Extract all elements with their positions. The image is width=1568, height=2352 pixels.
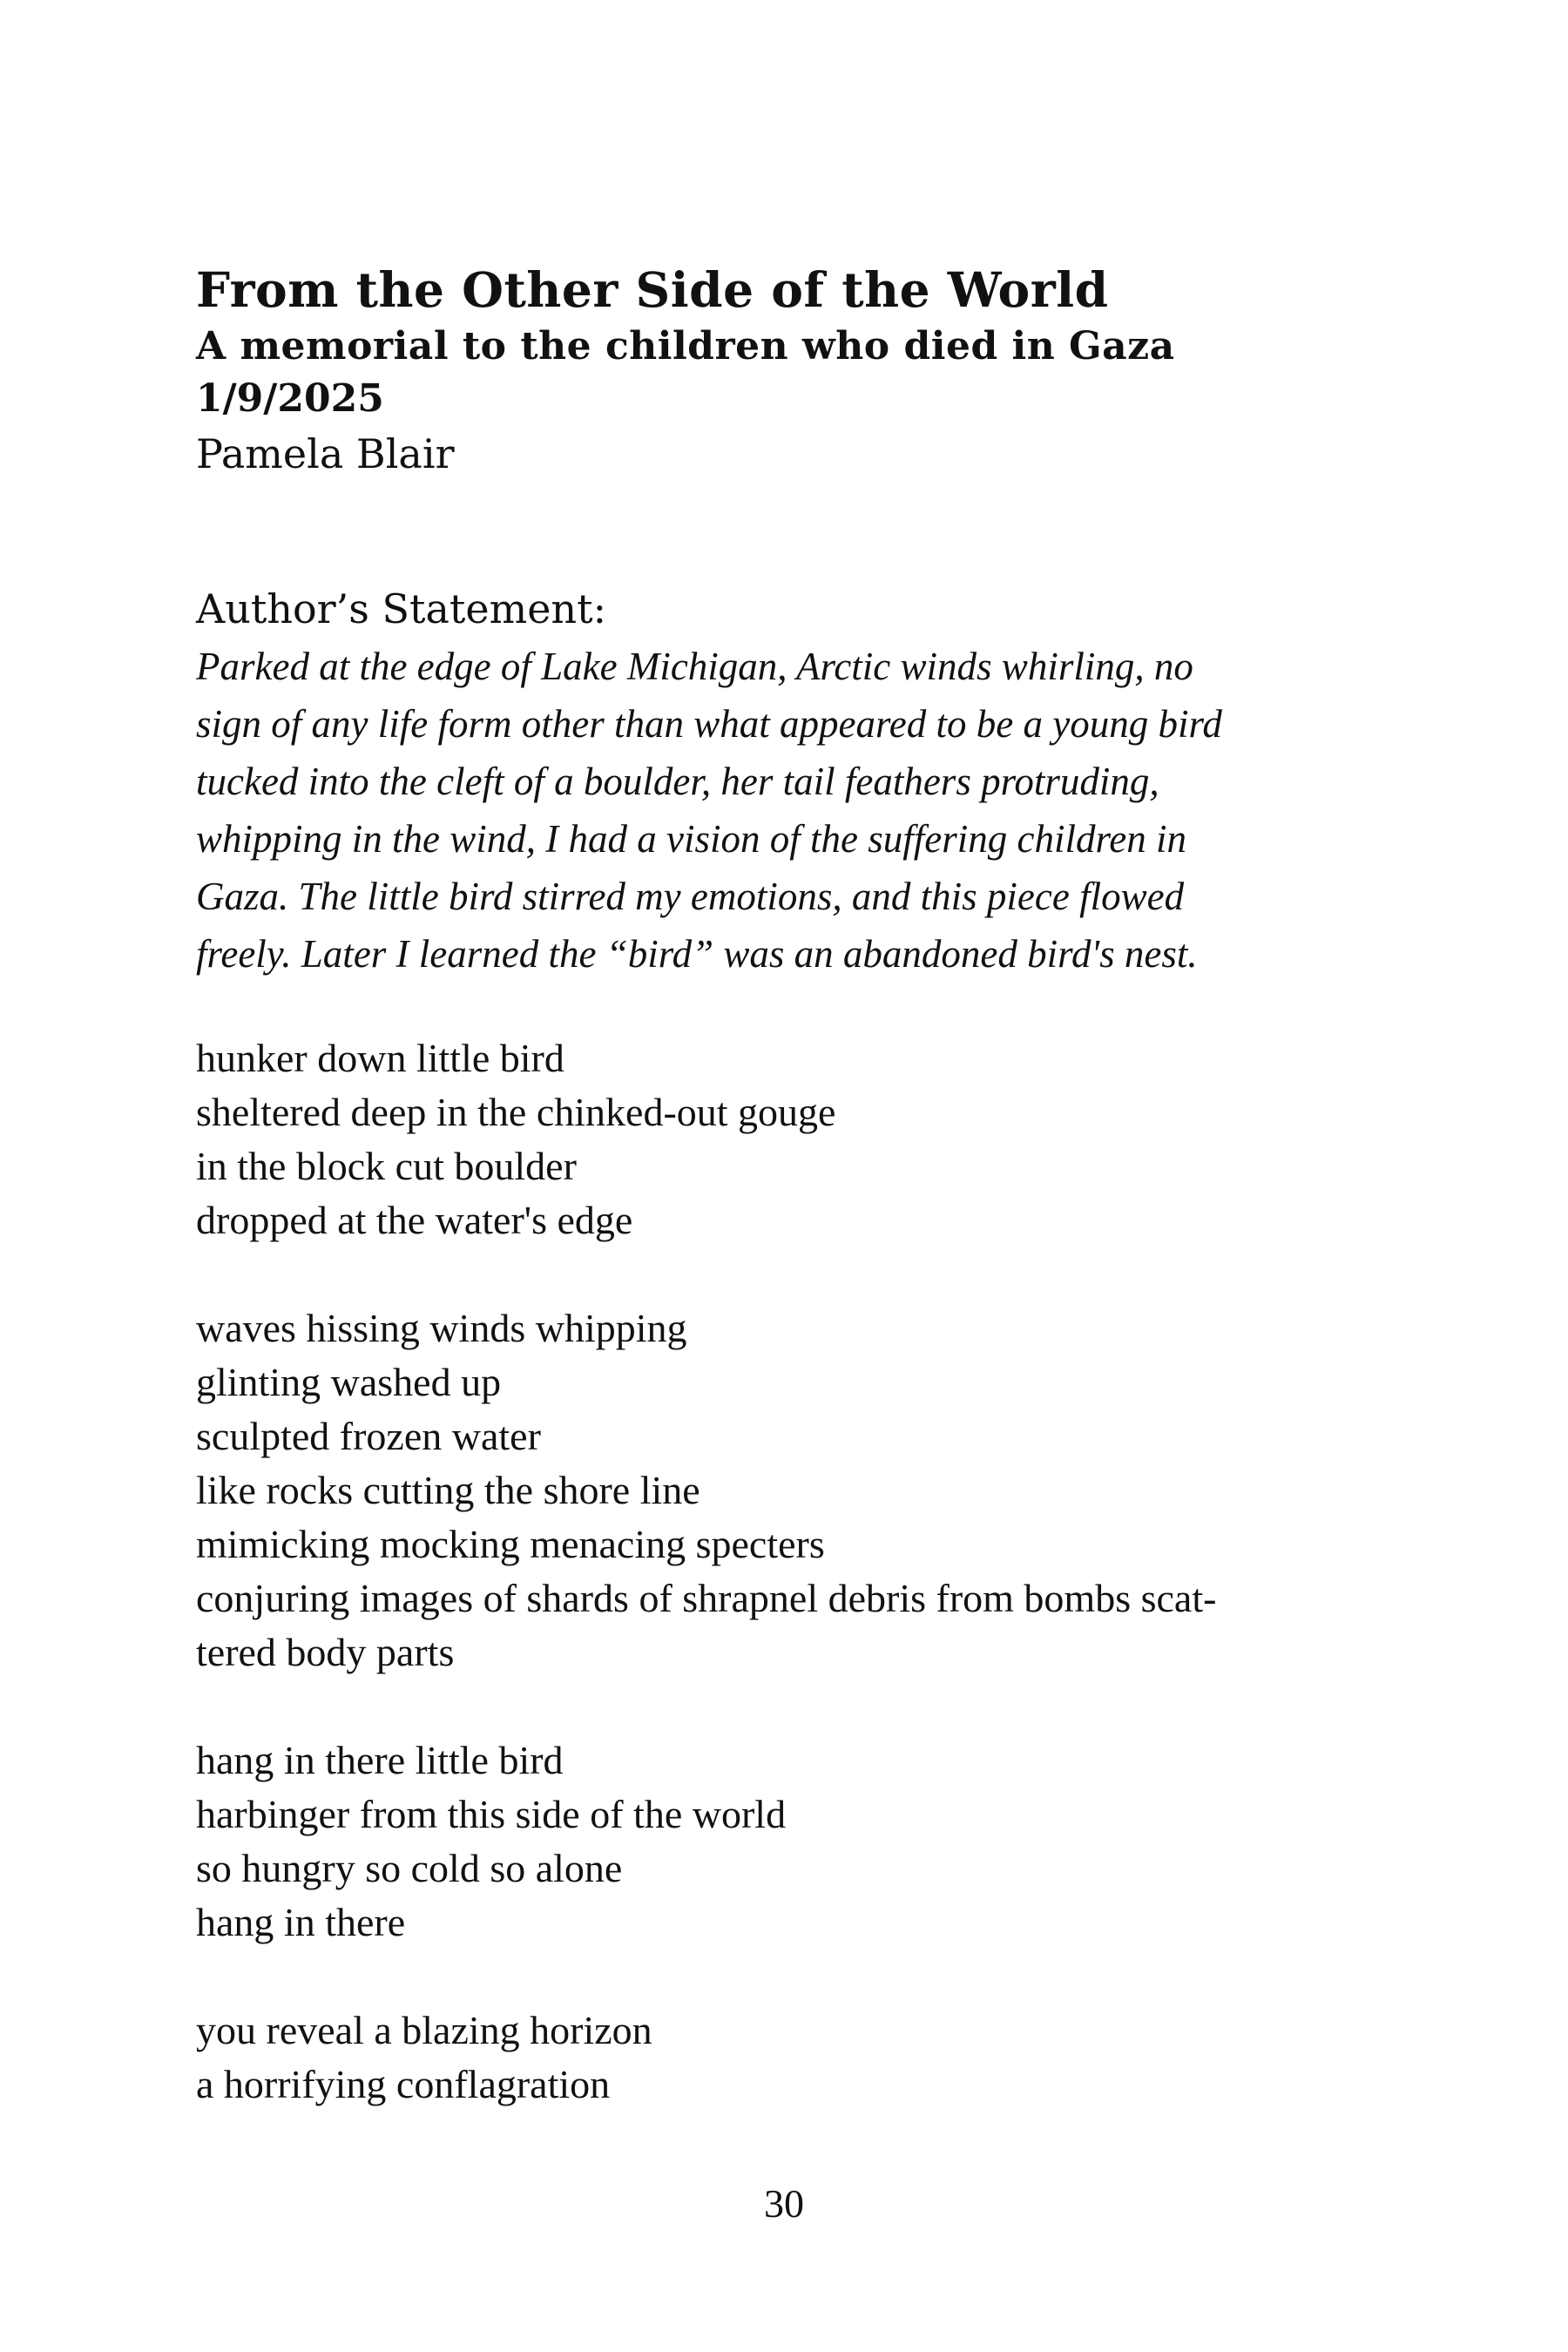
- poem-body: [196, 1031, 1398, 2166]
- poem-line: in the block cut boulder: [196, 1144, 577, 1188]
- poem-line: hunker down little bird: [196, 1036, 564, 1080]
- poem-stanza: [196, 1301, 1398, 1680]
- poem-line: glinting washed up: [196, 1360, 502, 1404]
- poem-line: hang in there: [196, 1900, 406, 1944]
- poem-line: mimicking mocking menacing specters: [196, 1522, 825, 1566]
- statement-line: whipping in the wind, I had a vision of the suffering children in: [196, 817, 1187, 861]
- page-number: 30: [764, 2181, 804, 2226]
- poem-line: sculpted frozen water: [196, 1414, 541, 1458]
- poem-line: a horrifying conflagration: [196, 2062, 611, 2106]
- poem-header: [196, 260, 1416, 483]
- statement-label: Author’s Statement:: [196, 585, 607, 632]
- poem-line: hang in there little bird: [196, 1738, 564, 1782]
- authors-statement: [196, 580, 1398, 983]
- poem-line: conjuring images of shards of shrapnel debris from bombs scat-: [196, 1576, 1217, 1620]
- poem-author: Pamela Blair: [196, 430, 455, 477]
- statement-line: Gaza. The little bird stirred my emotions, and this piece flowed: [196, 875, 1185, 918]
- poem-subtitle: A memorial to the children who died in Gaza: [196, 324, 1175, 368]
- poem-line: you reveal a blazing horizon: [196, 2008, 652, 2052]
- poem-stanza: [196, 1031, 1398, 1247]
- poem-line: dropped at the water's edge: [196, 1198, 633, 1242]
- poem-line: tered body parts: [196, 1630, 455, 1674]
- poem-date: 1/9/2025: [196, 376, 384, 421]
- poem-line: like rocks cutting the shore line: [196, 1468, 700, 1512]
- poem-line: sheltered deep in the chinked-out gouge: [196, 1090, 836, 1134]
- statement-line: tucked into the cleft of a boulder, her tail feathers protruding,: [196, 760, 1159, 803]
- poem-stanza: [196, 1734, 1398, 1950]
- poem-line: waves hissing winds whipping: [196, 1306, 687, 1350]
- statement-line: Parked at the edge of Lake Michigan, Arctic winds whirling, no: [196, 645, 1193, 688]
- statement-text: [196, 638, 1398, 983]
- poem-line: so hungry so cold so alone: [196, 1846, 623, 1890]
- statement-line: freely. Later I learned the “bird” was an abandoned bird's nest.: [196, 932, 1198, 976]
- poem-line: harbinger from this side of the world: [196, 1792, 787, 1836]
- statement-line: sign of any life form other than what appeared to be a young bird: [196, 702, 1222, 746]
- poem-title: From the Other Side of the World: [196, 261, 1109, 318]
- poem-stanza: [196, 2004, 1398, 2112]
